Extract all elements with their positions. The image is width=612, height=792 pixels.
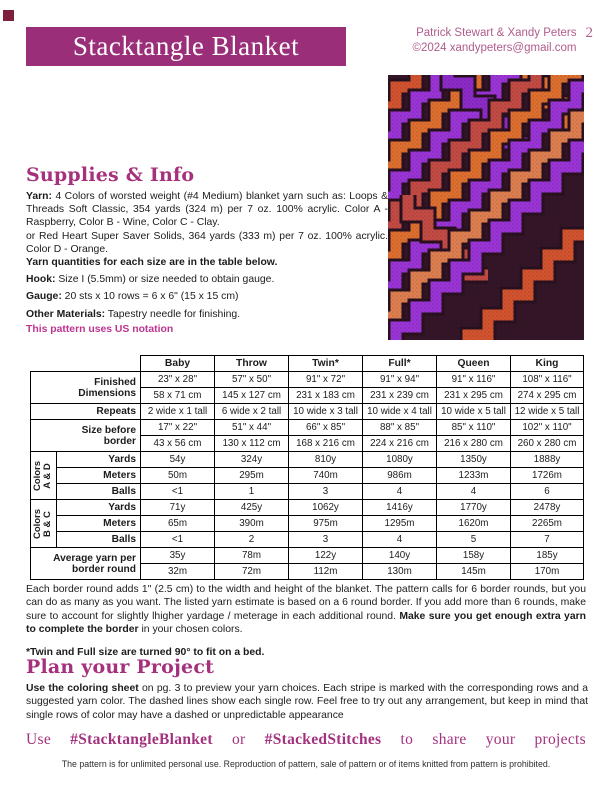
size-value-cell: 986m bbox=[363, 468, 437, 484]
row-ad-meters bbox=[31, 468, 584, 484]
size-value-cell: 58 x 71 cm bbox=[141, 388, 215, 404]
size-value-cell: 2478y bbox=[511, 500, 584, 516]
supplies-heading: Supplies & Info bbox=[26, 164, 195, 186]
size-yarn-table bbox=[30, 355, 584, 580]
border-note-text: Each border round adds 1" (2.5 cm) to the width and height of the blanket. The pattern calls for 6 border rounds, but you can do as many as you want. The listed yarn estimate is based on a 6 round border. If you add more than 6 rounds, make sure to account for slightly lhigher yardage / meterage in each additional round. bbox=[26, 584, 586, 622]
row-before-border-in bbox=[31, 420, 584, 436]
size-value-cell: 185y bbox=[511, 548, 584, 564]
size-value-cell: 390m bbox=[215, 516, 289, 532]
supplies-section bbox=[26, 164, 388, 336]
size-value-cell: 4 bbox=[363, 484, 437, 500]
label-average-yarn bbox=[31, 548, 141, 580]
size-value-cell: 1770y bbox=[437, 500, 511, 516]
size-value-cell: 32m bbox=[141, 564, 215, 580]
license-footer: The pattern is for unlimited personal use. Reproduction of pattern, sale of pattern or of items knitted from pattern is prohibited. bbox=[61, 759, 551, 769]
size-value-cell: 50m bbox=[141, 468, 215, 484]
size-value-cell: 224 x 216 cm bbox=[363, 436, 437, 452]
group-label-colors-ad bbox=[31, 452, 57, 500]
size-value-cell: 88" x 85" bbox=[363, 420, 437, 436]
border-note-bold: Make sure you get enough extra yarn to complete the border bbox=[26, 610, 586, 636]
size-value-cell: 425y bbox=[215, 500, 289, 516]
label-line: B & C bbox=[42, 510, 54, 537]
size-value-cell: 260 x 280 cm bbox=[511, 436, 584, 452]
size-value-cell: 108" x 116" bbox=[511, 372, 584, 388]
size-value-cell: 10 wide x 4 tall bbox=[363, 404, 437, 420]
size-value-cell: 4 bbox=[437, 484, 511, 500]
plan-lead-bold: Use the coloring sheet bbox=[26, 683, 139, 694]
size-value-cell: 324y bbox=[215, 452, 289, 468]
label-finished-dimensions bbox=[31, 372, 141, 404]
title-banner bbox=[26, 27, 346, 66]
table-header-row bbox=[31, 356, 584, 372]
yarn-label: Yarn: bbox=[26, 191, 52, 202]
size-value-cell: 6 bbox=[511, 484, 584, 500]
label-yards: Yards bbox=[57, 500, 141, 516]
size-value-cell: 43 x 56 cm bbox=[141, 436, 215, 452]
label-line: Colors bbox=[32, 508, 44, 539]
size-value-cell: 158y bbox=[437, 548, 511, 564]
size-value-cell: 231 x 295 cm bbox=[437, 388, 511, 404]
us-notation-note: This pattern uses US notation bbox=[26, 323, 174, 335]
col-header-throw: Throw bbox=[215, 356, 289, 372]
size-value-cell: 1888y bbox=[511, 452, 584, 468]
row-ad-yards bbox=[31, 452, 584, 468]
size-value-cell: 2265m bbox=[511, 516, 584, 532]
hook-spec bbox=[26, 273, 388, 286]
size-value-cell: 85" x 110" bbox=[437, 420, 511, 436]
size-value-cell: 216 x 280 cm bbox=[437, 436, 511, 452]
size-value-cell: 102" x 110" bbox=[511, 420, 584, 436]
col-header-baby: Baby bbox=[141, 356, 215, 372]
size-value-cell: 1726m bbox=[511, 468, 584, 484]
row-bc-yards bbox=[31, 500, 584, 516]
hook-text: Size I (5.5mm) or size needed to obtain gauge. bbox=[55, 274, 275, 286]
size-value-cell: <1 bbox=[141, 532, 215, 548]
label-repeats: Repeats bbox=[31, 404, 141, 420]
yarn-quantities-note: Yarn quantities for each size are in the table below. bbox=[26, 257, 278, 269]
row-finished-in bbox=[31, 372, 584, 388]
blanket-photo bbox=[388, 75, 584, 340]
col-header-queen: Queen bbox=[437, 356, 511, 372]
label-line: Average yarn per bbox=[53, 552, 136, 564]
share-text: Use bbox=[26, 731, 52, 748]
share-hashtags-line bbox=[26, 731, 586, 749]
share-text: to share your projects bbox=[400, 731, 586, 748]
size-value-cell: 2 wide x 1 tall bbox=[141, 404, 215, 420]
border-note-paragraph bbox=[26, 583, 586, 637]
yarn-alt-spec: or Red Heart Super Saver Solids, 364 yards (333 m) per 7 oz. 100% acrylic. Color D - Orange. bbox=[26, 230, 388, 255]
size-value-cell: 65m bbox=[141, 516, 215, 532]
size-value-cell: 66" x 85" bbox=[289, 420, 363, 436]
size-value-cell: 130 x 112 cm bbox=[215, 436, 289, 452]
size-value-cell: 17" x 22" bbox=[141, 420, 215, 436]
corner-accent-square bbox=[3, 10, 14, 21]
row-avg-yards bbox=[31, 548, 584, 564]
size-value-cell: 54y bbox=[141, 452, 215, 468]
share-text: or bbox=[231, 731, 246, 748]
blank-corner-cell bbox=[31, 356, 141, 372]
plan-text: on pg. 3 to preview your yarn choices. Each stripe is marked with the corresponding rows and a suggested yarn color. The dashed lines show each single row. Feel free to try out any arrangement, but keep in mind that single rows of color may have a dashed or unpredictable appearance bbox=[26, 683, 588, 721]
materials-text: Tapestry needle for finishing. bbox=[105, 308, 241, 320]
size-value-cell: 12 wide x 5 tall bbox=[511, 404, 584, 420]
row-repeats bbox=[31, 404, 584, 420]
yarn-text: 4 Colors of worsted weight (#4 Medium) blanket yarn such as: Loops & Threads Soft Classic, 354 yards (324 m) per 7 oz. 100% acrylic. Color A - Raspberry, Color B - Wine, Color C - Clay. bbox=[26, 191, 388, 229]
hashtag-stackedstitches: #StackedStitches bbox=[264, 731, 382, 748]
size-value-cell: 6 wide x 2 tall bbox=[215, 404, 289, 420]
size-value-cell: 295m bbox=[215, 468, 289, 484]
size-value-cell: <1 bbox=[141, 484, 215, 500]
size-value-cell: 1080y bbox=[363, 452, 437, 468]
size-value-cell: 5 bbox=[437, 532, 511, 548]
size-value-cell: 140y bbox=[363, 548, 437, 564]
size-value-cell: 2 bbox=[215, 532, 289, 548]
size-value-cell: 740m bbox=[289, 468, 363, 484]
size-value-cell: 1062y bbox=[289, 500, 363, 516]
plan-section bbox=[26, 656, 588, 722]
size-value-cell: 274 x 295 cm bbox=[511, 388, 584, 404]
size-value-cell: 10 wide x 3 tall bbox=[289, 404, 363, 420]
col-header-full: Full* bbox=[363, 356, 437, 372]
label-meters: Meters bbox=[57, 516, 141, 532]
label-line: A & D bbox=[42, 462, 54, 489]
label-size-before-border bbox=[31, 420, 141, 452]
label-line: Dimensions bbox=[78, 387, 136, 399]
author-block bbox=[413, 26, 593, 56]
gauge-label: Gauge: bbox=[26, 291, 62, 303]
label-line: Colors bbox=[32, 460, 44, 491]
border-note-text: in your chosen colors. bbox=[138, 624, 243, 636]
size-value-cell: 3 bbox=[289, 484, 363, 500]
size-value-cell: 78m bbox=[215, 548, 289, 564]
size-value-cell: 35y bbox=[141, 548, 215, 564]
size-value-cell: 7 bbox=[511, 532, 584, 548]
size-value-cell: 145m bbox=[437, 564, 511, 580]
size-value-cell: 71y bbox=[141, 500, 215, 516]
page-number: 2 bbox=[585, 25, 593, 41]
label-line: Size before bbox=[81, 424, 136, 436]
size-value-cell: 231 x 183 cm bbox=[289, 388, 363, 404]
size-value-cell: 57" x 50" bbox=[215, 372, 289, 388]
size-value-cell: 1 bbox=[215, 484, 289, 500]
size-value-cell: 3 bbox=[289, 532, 363, 548]
size-value-cell: 168 x 216 cm bbox=[289, 436, 363, 452]
copyright-email: ©2024 xandypeters@gmail.com bbox=[412, 42, 577, 54]
row-ad-balls bbox=[31, 484, 584, 500]
label-balls: Balls bbox=[57, 532, 141, 548]
group-label-colors-bc bbox=[31, 500, 57, 548]
gauge-spec bbox=[26, 290, 388, 303]
size-value-cell: 91" x 72" bbox=[289, 372, 363, 388]
size-value-cell: 51" x 44" bbox=[215, 420, 289, 436]
author-names: Patrick Stewart & Xandy Peters bbox=[416, 27, 577, 39]
size-value-cell: 170m bbox=[511, 564, 584, 580]
size-value-cell: 130m bbox=[363, 564, 437, 580]
label-line: Finished bbox=[94, 376, 136, 388]
row-bc-meters bbox=[31, 516, 584, 532]
size-value-cell: 10 wide x 5 tall bbox=[437, 404, 511, 420]
row-bc-balls bbox=[31, 532, 584, 548]
size-value-cell: 112m bbox=[289, 564, 363, 580]
size-value-cell: 1620m bbox=[437, 516, 511, 532]
size-value-cell: 810y bbox=[289, 452, 363, 468]
col-header-twin: Twin* bbox=[289, 356, 363, 372]
hook-label: Hook: bbox=[26, 274, 56, 286]
plan-heading: Plan your Project bbox=[26, 656, 215, 678]
label-meters: Meters bbox=[57, 468, 141, 484]
size-value-cell: 4 bbox=[363, 532, 437, 548]
yarn-spec bbox=[26, 190, 388, 230]
col-header-king: King bbox=[511, 356, 584, 372]
materials-spec bbox=[26, 308, 388, 321]
border-notes bbox=[26, 583, 586, 659]
size-value-cell: 231 x 239 cm bbox=[363, 388, 437, 404]
materials-label: Other Materials: bbox=[26, 308, 106, 320]
size-value-cell: 122y bbox=[289, 548, 363, 564]
size-value-cell: 1295m bbox=[363, 516, 437, 532]
label-yards: Yards bbox=[57, 452, 141, 468]
gauge-text: 20 sts x 10 rows = 6 x 6" (15 x 15 cm) bbox=[61, 291, 239, 303]
label-line: border bbox=[103, 435, 136, 447]
label-line: border round bbox=[72, 563, 136, 575]
hashtag-stacktangleblanket: #StacktangleBlanket bbox=[70, 731, 213, 748]
size-value-cell: 1233m bbox=[437, 468, 511, 484]
page-title: Stacktangle Blanket bbox=[72, 31, 300, 61]
plan-paragraph bbox=[26, 682, 588, 722]
size-value-cell: 1350y bbox=[437, 452, 511, 468]
size-value-cell: 1416y bbox=[363, 500, 437, 516]
size-value-cell: 91" x 94" bbox=[363, 372, 437, 388]
label-balls: Balls bbox=[57, 484, 141, 500]
size-value-cell: 72m bbox=[215, 564, 289, 580]
size-value-cell: 23" x 28" bbox=[141, 372, 215, 388]
size-value-cell: 145 x 127 cm bbox=[215, 388, 289, 404]
author-lines bbox=[413, 26, 577, 56]
turned-size-note: *Twin and Full size are turned 90° to fit on a bed. bbox=[26, 646, 265, 658]
size-value-cell: 91" x 116" bbox=[437, 372, 511, 388]
size-value-cell: 975m bbox=[289, 516, 363, 532]
